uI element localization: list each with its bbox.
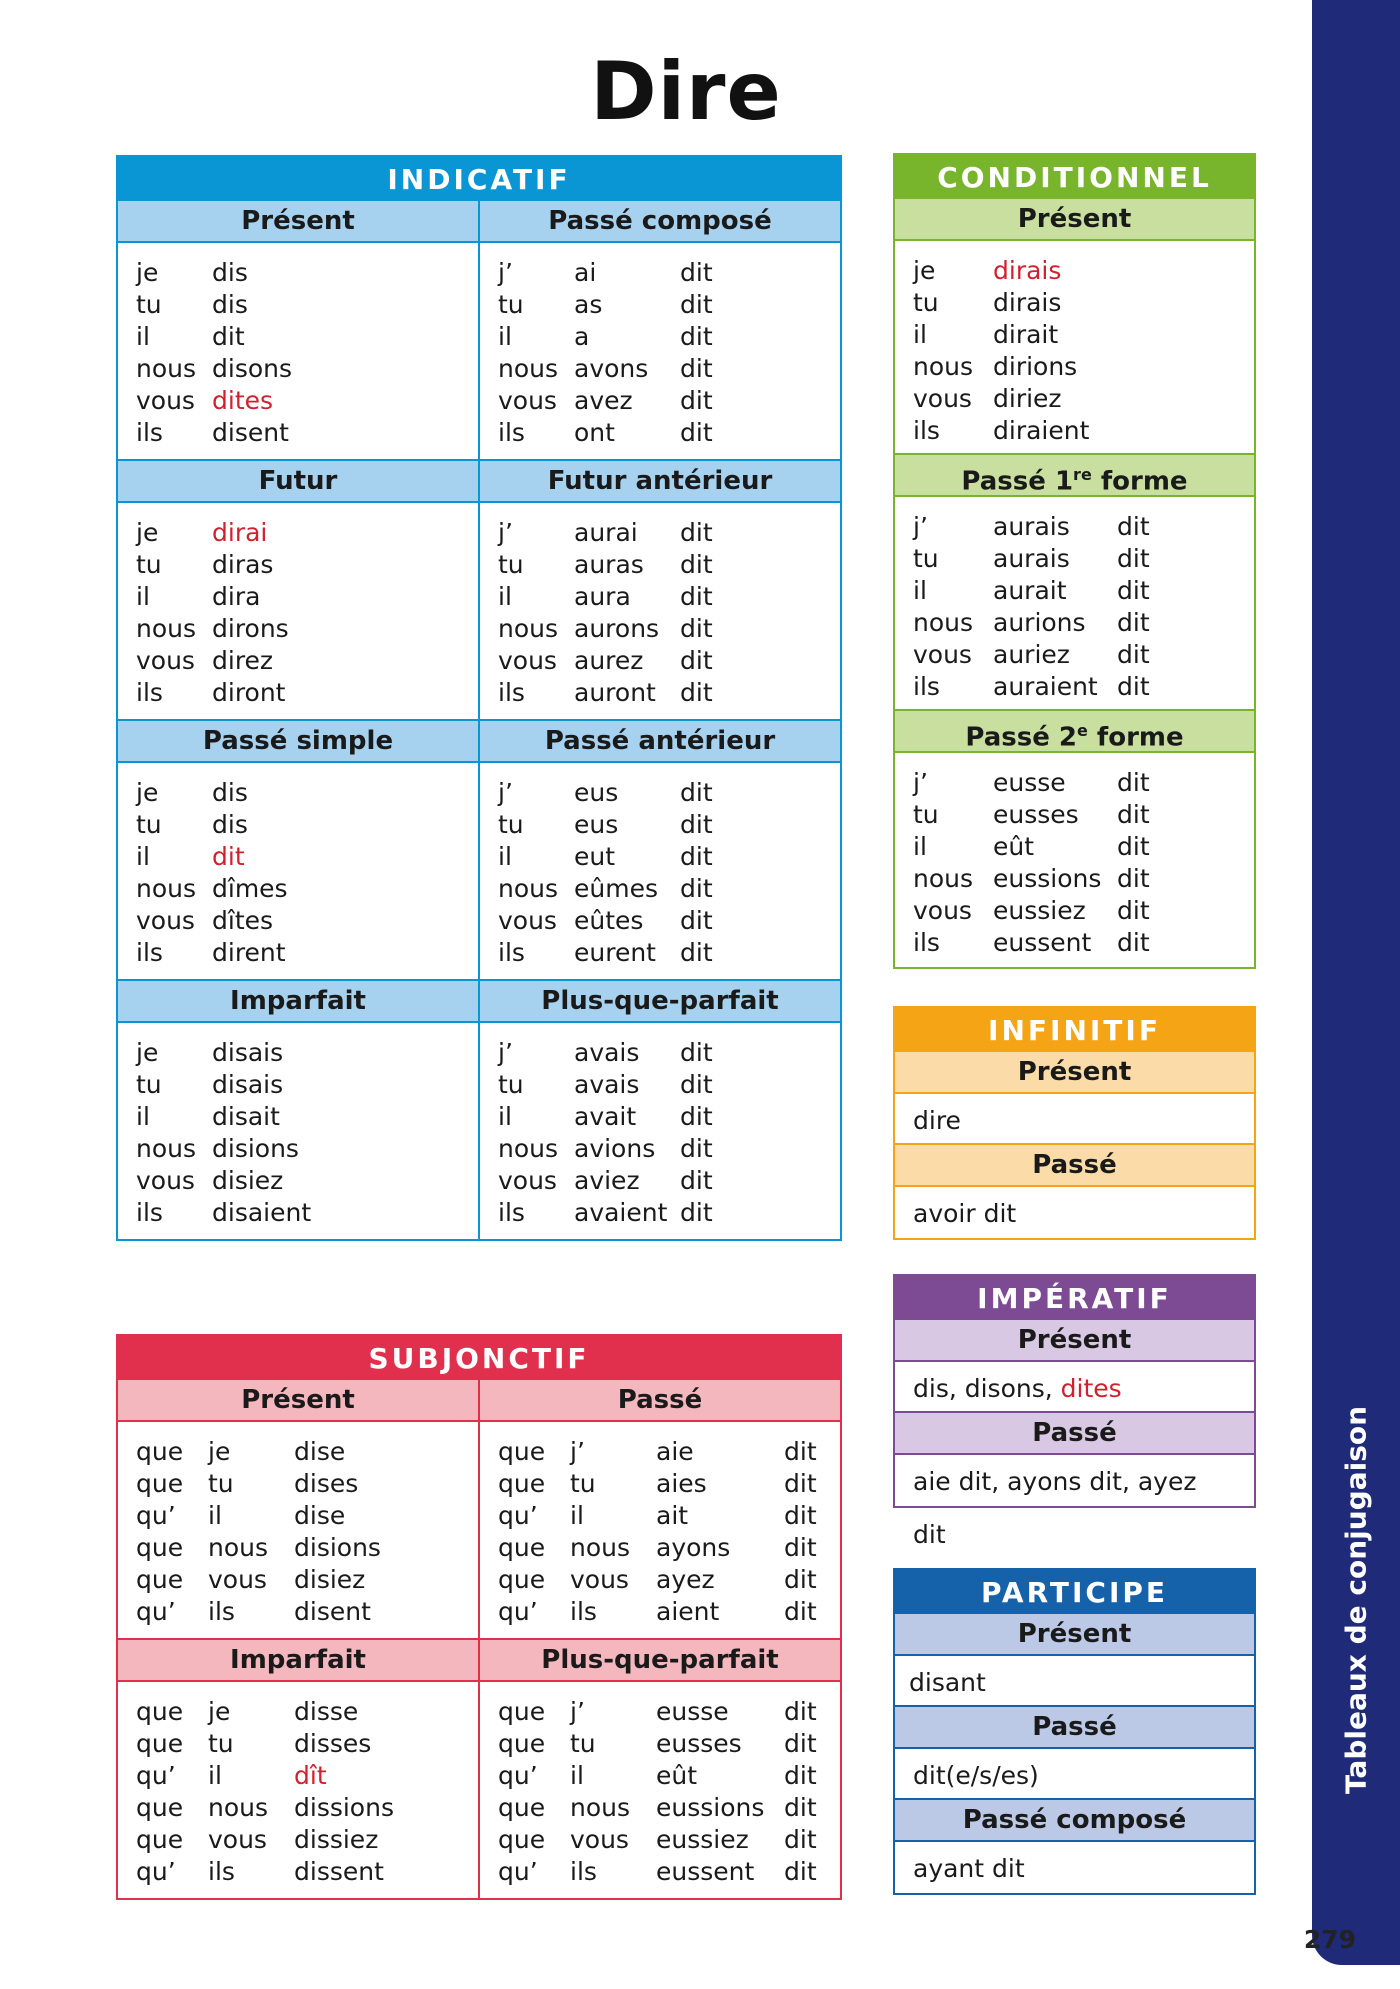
subjonctif-present-label: Présent: [118, 1380, 480, 1420]
conj-line: tu diras: [136, 550, 274, 579]
conj-line: il dira: [136, 582, 261, 611]
conj-line: que j’ eusse dit: [498, 1697, 817, 1726]
conj-line: vous dites: [136, 386, 274, 415]
conj-line: nous avions dit: [498, 1134, 713, 1163]
indicatif-passe-simple-cell: [118, 763, 480, 979]
conj-line: que nous eussions dit: [498, 1793, 817, 1822]
participe-table: [893, 1568, 1256, 1895]
conj-line: nous aurons dit: [498, 614, 713, 643]
conj-line: nous avons dit: [498, 354, 713, 383]
conj-line: ils diront: [136, 678, 286, 707]
participe-passe-label: Passé: [895, 1707, 1254, 1747]
infinitif-present-value: dire: [895, 1092, 1254, 1145]
conj-line: vous eûtes dit: [498, 906, 713, 935]
conj-line: nous dirions: [913, 352, 1078, 381]
conj-line: que nous ayons dit: [498, 1533, 817, 1562]
conj-line: nous eussions dit: [913, 864, 1150, 893]
conj-line: que vous eussiez dit: [498, 1825, 817, 1854]
conj-line: vous disiez: [136, 1166, 284, 1195]
indicatif-header: INDICATIF: [118, 157, 840, 201]
indicatif-futur-cell: [118, 503, 480, 719]
conj-line: qu’ ils dissent: [136, 1857, 384, 1886]
conj-line: vous aviez dit: [498, 1166, 713, 1195]
conj-line: vous dîtes: [136, 906, 274, 935]
imperatif-table: [893, 1274, 1256, 1549]
indicatif-futur-anterieur-label: Futur antérieur: [547, 466, 773, 496]
conj-line: nous aurions dit: [913, 608, 1150, 637]
conj-line: ils diraient: [913, 416, 1090, 445]
conj-line: qu’ il dît: [136, 1761, 327, 1790]
conj-line: que tu dises: [136, 1469, 359, 1498]
subjonctif-passe-cell: [480, 1422, 840, 1638]
conj-line: que tu disses: [136, 1729, 372, 1758]
conj-line: ils eurent dit: [498, 938, 713, 967]
subjonctif-passe-label: Passé: [617, 1385, 703, 1415]
conditionnel-present-label: Présent: [895, 199, 1254, 239]
conj-line: qu’ ils aient dit: [498, 1597, 817, 1626]
conj-line: tu eusses dit: [913, 800, 1150, 829]
conditionnel-passe2-label: Passé 2e forme: [895, 711, 1254, 751]
subjonctif-header: SUBJONCTIF: [118, 1336, 840, 1380]
conj-line: qu’ ils disent: [136, 1597, 371, 1626]
conj-line: il eût dit: [913, 832, 1150, 861]
conj-line: vous diriez: [913, 384, 1062, 413]
conj-line: que tu eusses dit: [498, 1729, 817, 1758]
subjonctif-present-cell: [118, 1422, 480, 1638]
conj-line: ils disent: [136, 418, 289, 447]
conj-line: tu aurais dit: [913, 544, 1150, 573]
conj-line: ils auraient dit: [913, 672, 1150, 701]
indicatif-passe-compose-label: Passé composé: [548, 206, 772, 236]
indicatif-passe-anterieur-cell: [480, 763, 840, 979]
side-tab-label: Tableaux de conjugaison: [1339, 1405, 1373, 1795]
conj-line: que vous ayez dit: [498, 1565, 817, 1594]
indicatif-plus-que-parfait-label: Plus-que-parfait: [541, 986, 779, 1016]
conj-line: nous dîmes: [136, 874, 288, 903]
conditionnel-passe1-label: Passé 1re forme: [895, 455, 1254, 495]
participe-present-label: Présent: [895, 1614, 1254, 1654]
conj-line: qu’ il dise: [136, 1501, 346, 1530]
conditionnel-passe1-cell: [895, 495, 1254, 711]
indicatif-futur-anterieur-cell: [480, 503, 840, 719]
conj-line: il dirait: [913, 320, 1059, 349]
indicatif-passe-simple-label: Passé simple: [118, 721, 480, 761]
conj-line: que nous dissions: [136, 1793, 394, 1822]
imperatif-passe-value: aie dit, ayons dit, ayez dit: [895, 1453, 1254, 1506]
conj-line: vous auriez dit: [913, 640, 1150, 669]
conj-line: que vous dissiez: [136, 1825, 379, 1854]
conj-line: je dirai: [136, 518, 268, 547]
conj-line: j’ eus dit: [498, 778, 713, 807]
conj-line: nous dirons: [136, 614, 289, 643]
conj-line: tu avais dit: [498, 1070, 713, 1099]
conj-line: vous eussiez dit: [913, 896, 1150, 925]
page-title: Dire: [590, 45, 782, 138]
indicatif-present-label: Présent: [118, 201, 480, 241]
participe-compose-value: ayant dit: [895, 1840, 1254, 1893]
subjonctif-plus-que-parfait-cell: [480, 1682, 840, 1898]
conj-line: il eut dit: [498, 842, 713, 871]
conj-line: je disais: [136, 1038, 284, 1067]
conj-line: ils disaient: [136, 1198, 312, 1227]
conj-line: nous eûmes dit: [498, 874, 713, 903]
imperatif-header: IMPÉRATIF: [895, 1276, 1254, 1320]
indicatif-table: [116, 155, 842, 1241]
conj-line: j’ aurai dit: [498, 518, 713, 547]
conj-line: ils avaient dit: [498, 1198, 713, 1227]
conj-line: que je dise: [136, 1437, 346, 1466]
conj-line: nous disons: [136, 354, 293, 383]
subjonctif-plus-que-parfait-label: Plus-que-parfait: [541, 1645, 779, 1675]
conj-line: ils dirent: [136, 938, 286, 967]
conj-line: je dis: [136, 258, 248, 287]
indicatif-futur-label: Futur: [118, 461, 480, 501]
infinitif-passe-label: Passé: [895, 1145, 1254, 1185]
conditionnel-passe2-cell: [895, 751, 1254, 967]
conj-line: que vous disiez: [136, 1565, 366, 1594]
imperatif-passe-label: Passé: [895, 1413, 1254, 1453]
conj-line: j’ avais dit: [498, 1038, 713, 1067]
conj-line: il aura dit: [498, 582, 713, 611]
page-number: 279: [1303, 1925, 1356, 1954]
conj-line: il avait dit: [498, 1102, 713, 1131]
conj-line: vous direz: [136, 646, 274, 675]
indicatif-passe-compose-cell: [480, 243, 840, 459]
conditionnel-table: [893, 153, 1256, 969]
conj-line: j’ ai dit: [498, 258, 713, 287]
conj-line: que tu aies dit: [498, 1469, 817, 1498]
conj-line: il aurait dit: [913, 576, 1150, 605]
conj-line: ils auront dit: [498, 678, 713, 707]
imperatif-present-label: Présent: [895, 1320, 1254, 1360]
infinitif-table: [893, 1006, 1256, 1240]
participe-header: PARTICIPE: [895, 1570, 1254, 1614]
participe-present-value: disant: [895, 1654, 1254, 1707]
conj-line: tu dis: [136, 810, 248, 839]
conj-line: tu disais: [136, 1070, 284, 1099]
side-tab: [1312, 0, 1400, 1965]
conj-line: je dis: [136, 778, 248, 807]
conj-line: tu dirais: [913, 288, 1062, 317]
conj-line: j’ aurais dit: [913, 512, 1150, 541]
participe-passe-value: dit(e/s/es): [895, 1747, 1254, 1800]
conj-line: j’ eusse dit: [913, 768, 1150, 797]
conj-line: vous avez dit: [498, 386, 713, 415]
conj-line: tu eus dit: [498, 810, 713, 839]
indicatif-imparfait-cell: [118, 1023, 480, 1239]
indicatif-imparfait-label: Imparfait: [118, 981, 480, 1021]
conj-line: qu’ il ait dit: [498, 1501, 817, 1530]
conj-line: tu auras dit: [498, 550, 713, 579]
conj-line: il dit: [136, 842, 245, 871]
infinitif-present-label: Présent: [895, 1052, 1254, 1092]
conj-line: que j’ aie dit: [498, 1437, 817, 1466]
conj-line: nous disions: [136, 1134, 299, 1163]
conj-line: tu as dit: [498, 290, 713, 319]
conditionnel-header: CONDITIONNEL: [895, 155, 1254, 199]
conj-line: vous aurez dit: [498, 646, 713, 675]
conj-line: je dirais: [913, 256, 1062, 285]
subjonctif-table: [116, 1334, 842, 1900]
conditionnel-present-cell: [895, 239, 1254, 455]
conj-line: il dit: [136, 322, 245, 351]
indicatif-plus-que-parfait-cell: [480, 1023, 840, 1239]
infinitif-header: INFINITIF: [895, 1008, 1254, 1052]
indicatif-passe-anterieur-label: Passé antérieur: [544, 726, 776, 756]
participe-compose-label: Passé composé: [895, 1800, 1254, 1840]
conj-line: ils eussent dit: [913, 928, 1150, 957]
conj-line: qu’ il eût dit: [498, 1761, 817, 1790]
conj-line: il a dit: [498, 322, 713, 351]
conj-line: ils ont dit: [498, 418, 713, 447]
conj-line: qu’ ils eussent dit: [498, 1857, 817, 1886]
indicatif-present-cell: [118, 243, 480, 459]
infinitif-passe-value: avoir dit: [895, 1185, 1254, 1238]
subjonctif-imparfait-label: Imparfait: [118, 1640, 480, 1680]
conj-line: tu dis: [136, 290, 248, 319]
conj-line: que nous disions: [136, 1533, 381, 1562]
subjonctif-imparfait-cell: [118, 1682, 480, 1898]
imperatif-present-value: dis, disons, dites: [895, 1360, 1254, 1413]
conj-line: il disait: [136, 1102, 280, 1131]
conj-line: que je disse: [136, 1697, 359, 1726]
